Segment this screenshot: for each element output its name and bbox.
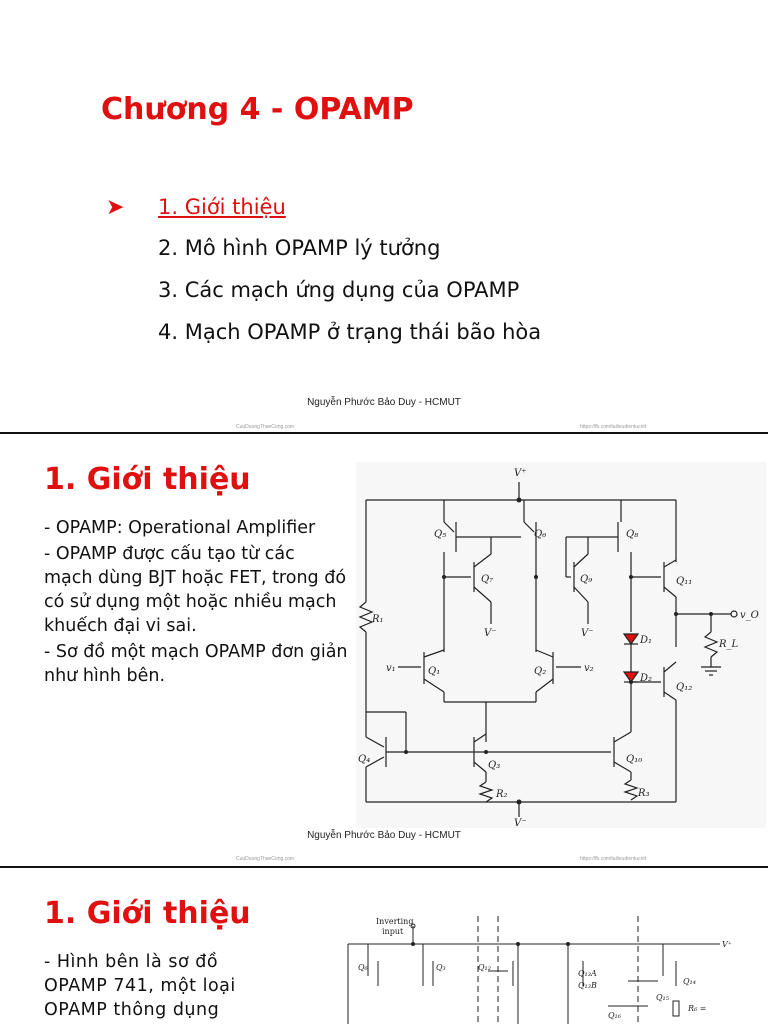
arrow-bullet-icon: ➤ [106,194,125,219]
slide-3-title: 1. Giới thiệu [44,896,251,931]
slide-2-footer: Nguyễn Phước Bảo Duy - HCMUT [307,830,461,841]
label-q11: Q₁₁ [676,576,693,587]
toc-item-3[interactable]: 3. Các mạch ứng dụng của OPAMP [158,278,520,302]
label-q5: Q₅ [434,529,447,540]
label-vminus-q7: V⁻ [484,628,497,639]
label-q1: Q₁ [428,666,441,677]
label-q13a: Q₁₃A [578,969,597,978]
paragraph: - Sơ đồ một mạch OPAMP đơn giản như hình bên. [44,642,348,686]
label-d1: D₁ [640,635,653,646]
label-vplus: V⁺ [722,940,732,949]
label-q7: Q₇ [481,574,494,585]
slide-2-title: 1. Giới thiệu [44,462,251,497]
slide-3-text [44,950,264,1024]
label-vminus: V⁻ [514,818,527,828]
slide-1-title: Chương 4 - OPAMP [101,92,414,127]
paragraph: - Hình bên là sơ đồ OPAMP 741, một loại OPAMP thông dụng [44,952,236,1020]
label-q13b: Q₁₃B [578,981,597,990]
label-v1: v₁ [386,663,396,674]
slide-1 [0,0,768,432]
toc-item-2[interactable]: 2. Mô hình OPAMP lý tưởng [158,236,441,260]
label-q6: Q₆ [358,963,368,972]
label-q16: Q₁₆ [608,1011,621,1020]
watermark-left: CuuDuongThanCong.com [236,424,295,430]
label-q12: Q₁₂ [478,963,491,972]
label-d2: D₂ [640,673,653,684]
label-vplus: V⁺ [514,468,527,479]
label-q10: Q₁₀ [626,754,643,765]
label-q14: Q₁₄ [683,977,696,986]
watermark-right: https://fb.com/tailieudientucntt [580,424,647,430]
label-r2: R₂ [496,789,508,800]
label-r1: R₁ [372,614,384,625]
slide-2-text [44,516,348,690]
paragraph: - OPAMP: Operational Amplifier [44,518,316,538]
label-vo: v_O [740,610,759,621]
label-input: input [382,927,404,936]
slide-1-footer: Nguyễn Phước Bảo Duy - HCMUT [307,397,461,408]
toc-item-1[interactable]: 1. Giới thiệu [158,195,286,219]
label-q2: Q₂ [534,666,547,677]
slide-2 [0,434,768,866]
paragraph: - OPAMP được cấu tạo từ các mạch dùng BJT hoặc FET, trong đó có sử dụng một hoặc nhiều mạch khuếch đại vi sai. [44,544,347,636]
label-q3: Q₃ [436,963,446,972]
label-q12: Q₁₂ [676,682,693,693]
label-q8: Q₈ [626,529,639,540]
label-q3: Q₃ [488,760,501,771]
slide-3 [0,868,768,1024]
label-q6: Q₆ [534,529,547,540]
toc-item-4[interactable]: 4. Mạch OPAMP ở trạng thái bão hòa [158,320,542,344]
label-v2: v₂ [584,663,594,674]
opamp-741-diagram [338,916,768,1024]
opamp-circuit-diagram [356,462,766,828]
label-inverting: Inverting [376,917,414,926]
label-r3: R₃ [638,788,650,799]
watermark-right: https://fb.com/tailieudientucntt [580,856,647,862]
label-q4: Q₄ [358,754,371,765]
watermark-left: CuuDuongThanCong.com [236,856,295,862]
label-q9: Q₉ [580,574,593,585]
label-r6: R₆ = [688,1004,707,1013]
label-vminus-q9: V⁻ [581,628,594,639]
label-q15: Q₁₅ [656,993,669,1002]
label-rl: R_L [719,639,739,650]
